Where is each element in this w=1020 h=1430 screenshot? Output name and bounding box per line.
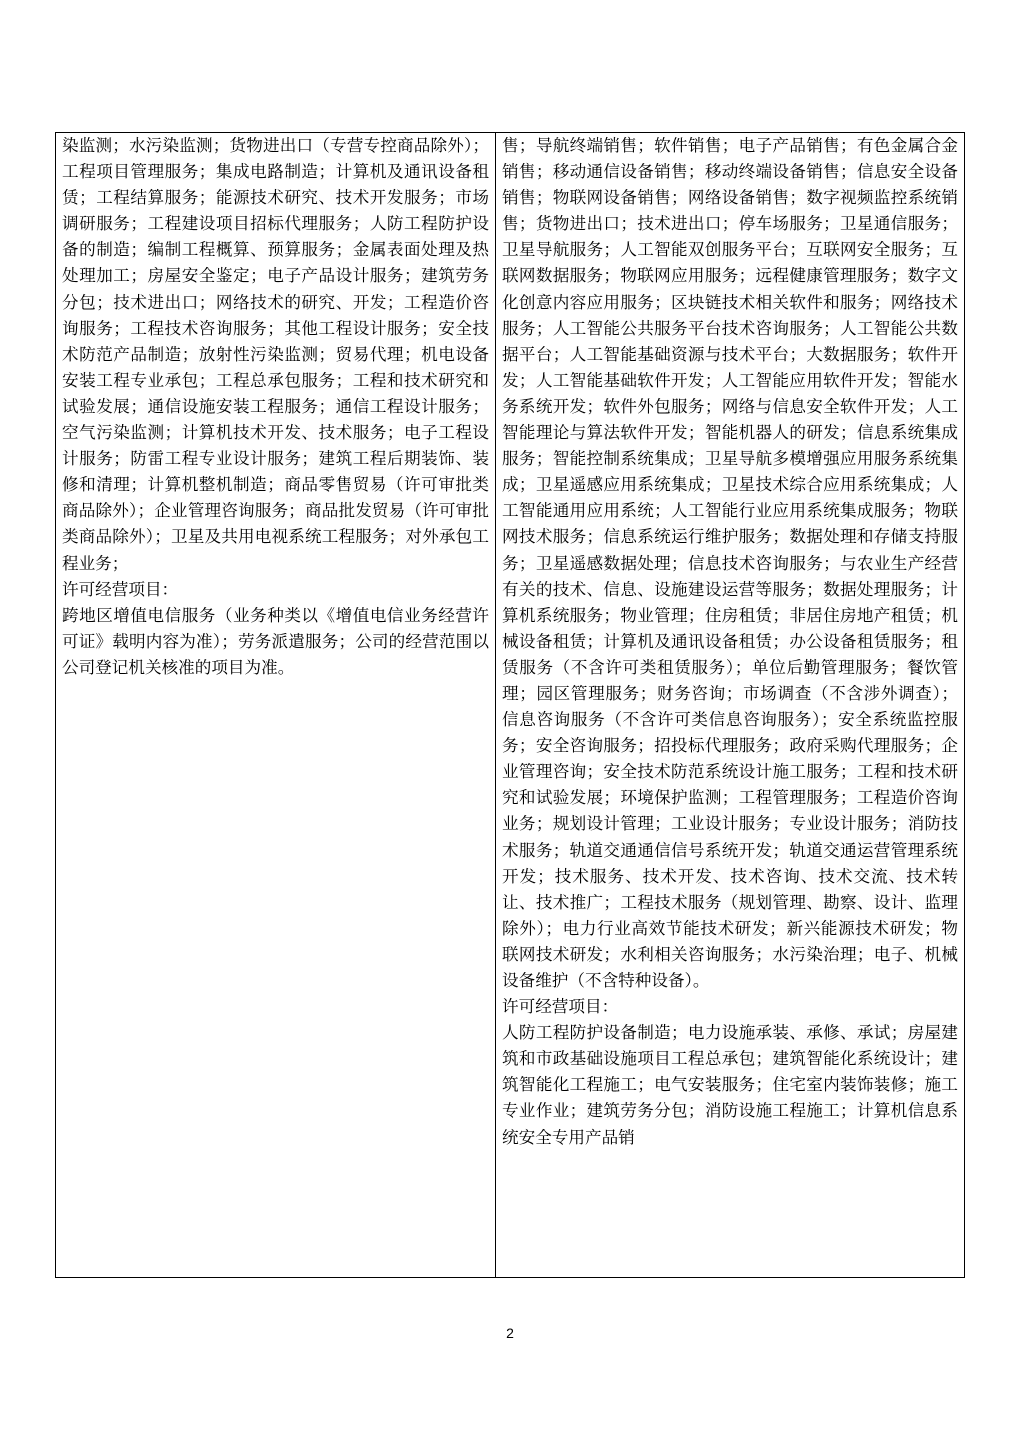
right-cell <box>496 133 964 1277</box>
business-scope-table <box>55 132 965 1278</box>
left-paragraph-licensed-heading: 许可经营项目： <box>62 579 179 599</box>
left-paragraph-general-scope: 染监测；水污染监测；货物进出口（专营专控商品除外）；工程项目管理服务；集成电路制造；计算机及通讯设备租赁；工程结算服务；能源技术研究、技术开发服务；市场调研服务；工程建设项目招标代理服务；人防工程防护设备的制造；编制工程概算、预算服务；金属表面处理及热处理加工；房屋安全鉴定；电子产品设计服务；建筑劳务分包；技术进出口；网络技术的研究、开发；工程造价咨询服务；工程技术咨询服务；其他工程设计服务；安全技术防范产品制造；放射性污染监测；贸易代理；机电设备安装工程专业承包；工程总承包服务；工程和技术研究和试验发展；通信设施安装工程服务；通信工程设计服务；空气污染监测；计算机技术开发、技术服务；电子工程设计服务；防雷工程专业设计服务；建筑工程后期装饰、装修和清理；计算机整机制造；商品零售贸易（许可审批类商品除外）；企业管理咨询服务；商品批发贸易（许可审批类商品除外）；卫星及共用电视系统工程服务；对外承包工程业务； <box>62 136 490 573</box>
page-number: 2 <box>506 1325 514 1341</box>
left-paragraph-licensed-scope: 跨地区增值电信服务（业务种类以《增值电信业务经营许可证》载明内容为准）；劳务派遣服务；公司的经营范围以公司登记机关核准的项目为准。 <box>62 605 490 677</box>
right-paragraph-licensed-heading: 许可经营项目： <box>502 997 619 1017</box>
left-cell <box>56 133 496 1277</box>
right-paragraph-licensed-scope: 人防工程防护设备制造；电力设施承装、承修、承试；房屋建筑和市政基础设施项目工程总承包；建筑智能化系统设计；建筑智能化工程施工；电气安装服务；住宅室内装饰装修；施工专业作业；建筑劳务分包；消防设施工程施工；计算机信息系统安全专用产品销 <box>502 1023 958 1147</box>
right-paragraph-general-scope: 售；导航终端销售；软件销售；电子产品销售；有色金属合金销售；移动通信设备销售；移动终端设备销售；信息安全设备销售；物联网设备销售；网络设备销售；数字视频监控系统销售；货物进出口；技术进出口；停车场服务；卫星通信服务；卫星导航服务；人工智能双创服务平台；互联网安全服务；互联网数据服务；物联网应用服务；远程健康管理服务；数字文化创意内容应用服务；区块链技术相关软件和服务；网络技术服务；人工智能公共服务平台技术咨询服务；人工智能公共数据平台；人工智能基础资源与技术平台；大数据服务；软件开发；人工智能基础软件开发；人工智能应用软件开发；智能水务系统开发；软件外包服务；网络与信息安全软件开发；人工智能理论与算法软件开发；智能机器人的研发；信息系统集成服务；智能控制系统集成；卫星导航多模增强应用服务系统集成；卫星遥感应用系统集成；卫星技术综合应用系统集成；人工智能通用应用系统；人工智能行业应用系统集成服务；物联网技术服务；信息系统运行维护服务；数据处理和存储支持服务；卫星遥感数据处理；信息技术咨询服务；与农业生产经营有关的技术、信息、设施建设运营等服务；数据处理服务；计算机系统服务；物业管理；住房租赁；非居住房地产租赁；机械设备租赁；计算机及通讯设备租赁；办公设备租赁服务；租赁服务（不含许可类租赁服务）；单位后勤管理服务；餐饮管理；园区管理服务；财务咨询；市场调查（不含涉外调查）；信息咨询服务（不含许可类信息咨询服务）；安全系统监控服务；安全咨询服务；招投标代理服务；政府采购代理服务；企业管理咨询；安全技术防范系统设计施工服务；工程和技术研究和试验发展；环境保护监测；工程管理服务；工程造价咨询业务；规划设计管理；工业设计服务；专业设计服务；消防技术服务；轨道交通通信信号系统开发；轨道交通运营管理系统开发；技术服务、技术开发、技术咨询、技术交流、技术转让、技术推广；工程技术服务（规划管理、勘察、设计、监理除外）；电力行业高效节能技术研发；新兴能源技术研发；物联网技术研发；水利相关咨询服务；水污染治理；电子、机械设备维护（不含特种设备）。 <box>502 136 958 990</box>
